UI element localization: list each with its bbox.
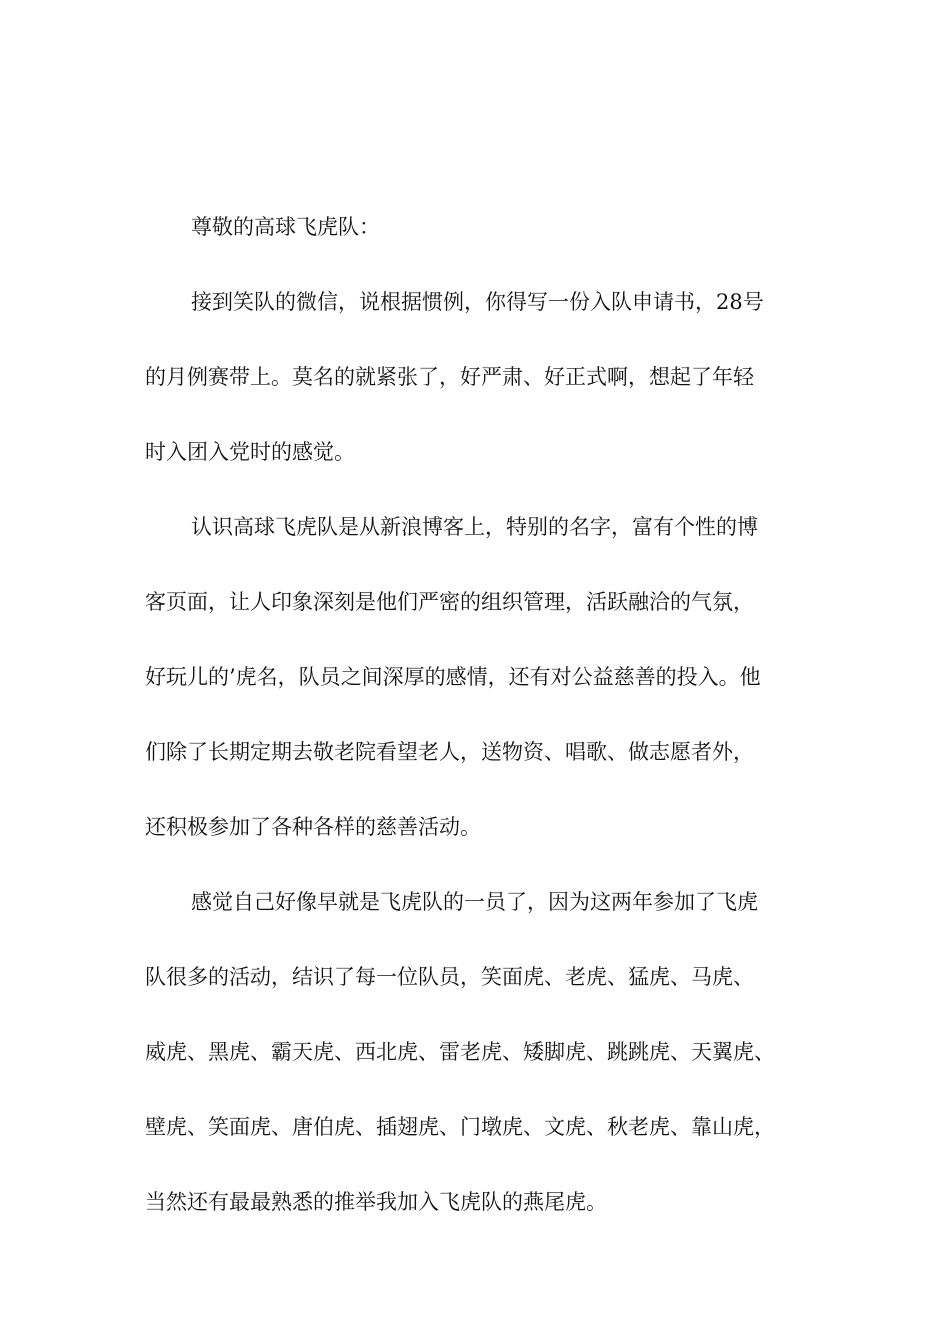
paragraph-line: 接到笑队的微信，说根据惯例，你得写一份入队申请书，28号 — [191, 290, 764, 314]
paragraph-line: 队很多的活动，结识了每一位队员，笑面虎、老虎、猛虎、马虎、 — [145, 965, 754, 989]
paragraph-line: 还积极参加了各种各样的慈善活动。 — [145, 815, 481, 839]
salutation: 尊敬的高球飞虎队： — [191, 215, 380, 239]
paragraph-line: 客页面，让人印象深刻是他们严密的组织管理，活跃融洽的气氛， — [145, 590, 754, 614]
paragraph-line: 感觉自己好像早就是飞虎队的一员了，因为这两年参加了飞虎 — [191, 890, 758, 914]
paragraph-line: 壁虎、笑面虎、唐伯虎、插翅虎、门墩虎、文虎、秋老虎、靠山虎， — [145, 1115, 775, 1139]
paragraph-line: 威虎、黑虎、霸天虎、西北虎、雷老虎、矮脚虎、跳跳虎、天翼虎、 — [145, 1040, 775, 1064]
paragraph-line: 认识高球飞虎队是从新浪博客上，特别的名字，富有个性的博 — [191, 515, 758, 539]
paragraph-line: 的月例赛带上。莫名的就紧张了，好严肃、好正式啊，想起了年轻 — [145, 365, 754, 389]
paragraph-line: 当然还有最最熟悉的推举我加入飞虎队的燕尾虎。 — [145, 1190, 607, 1214]
paragraph-line: 们除了长期定期去敬老院看望老人，送物资、唱歌、做志愿者外， — [145, 740, 754, 764]
paragraph-line: 时入团入党时的感觉。 — [145, 440, 355, 464]
paragraph-line: 好玩儿的’虎名，队员之间深厚的感情，还有对公益慈善的投入。他 — [145, 665, 761, 689]
